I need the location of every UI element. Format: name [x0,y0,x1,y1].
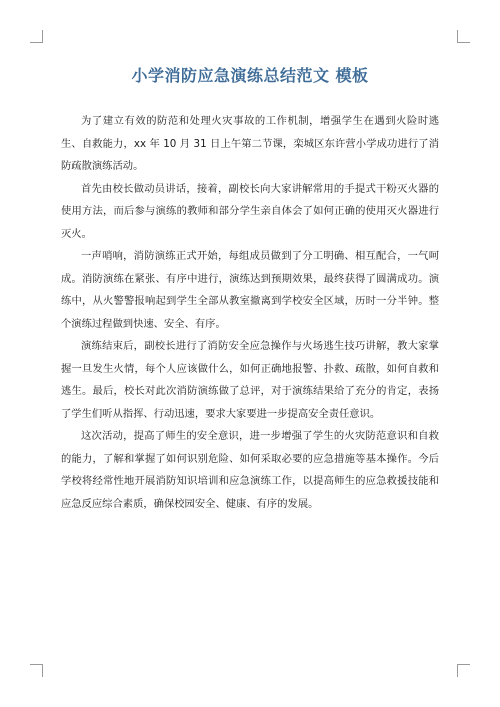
paragraph-debrief: 演练结束后，副校长进行了消防安全应急操作与火场逃生技巧讲解，教大家掌握一旦发生火情，每个人应该做什么，如何正确地报警、扑救、疏散，如何自救和逃生。最后，校长对此次消防演练做了总评，对于演练结果给了充分的肯定，表扬了学生们听从指挥、行动迅速，要求大家要进一步提高安全责任意识。 [61,340,439,420]
crop-mark-top-right [457,30,470,43]
paragraph-mobilization: 首先由校长做动员讲话，接着，副校长向大家讲解常用的手提式干粉灭火器的使用方法，而后参与演练的教师和部分学生亲自体会了如何正确的使用灭火器进行灭火。 [61,182,439,240]
paragraph-intro: 为了建立有效的防范和处理火灾事故的工作机制，增强学生在遇到火险时逃生、自救能力，xx 年 10 月 31 日上午第二节课，栾城区东许营小学成功进行了消防疏散演练活动。 [61,115,439,172]
document-title: 小学消防应急演练总结范文 模板 [131,66,369,85]
crop-mark-bottom-left [30,664,43,677]
paragraph-drill-process: 一声哨响，消防演练正式开始，每组成员做到了分工明确、相互配合，一气呵成。消防演练在紧张、有序中进行，演练达到预期效果，最终获得了圆满成功。演练中，从火警警报响起到学生全部从教室撤离到学校安全区域，历时一分半钟。整个演练过程做到快速、安全、有序。 [61,250,439,330]
paragraph-conclusion: 这次活动，提高了师生的安全意识，进一步增强了学生的火灾防范意识和自救的能力，了解和掌握了如何识别危险、如何采取必要的应急措施等基本操作。今后学校将经常性地开展消防知识培训和应急演练工作，以提高师生的应急救援技能和应急反应综合素质，确保校园安全、健康、有序的发展。 [61,430,439,510]
crop-mark-top-left [30,30,43,43]
crop-mark-bottom-right [457,664,470,677]
document-body [61,110,439,515]
